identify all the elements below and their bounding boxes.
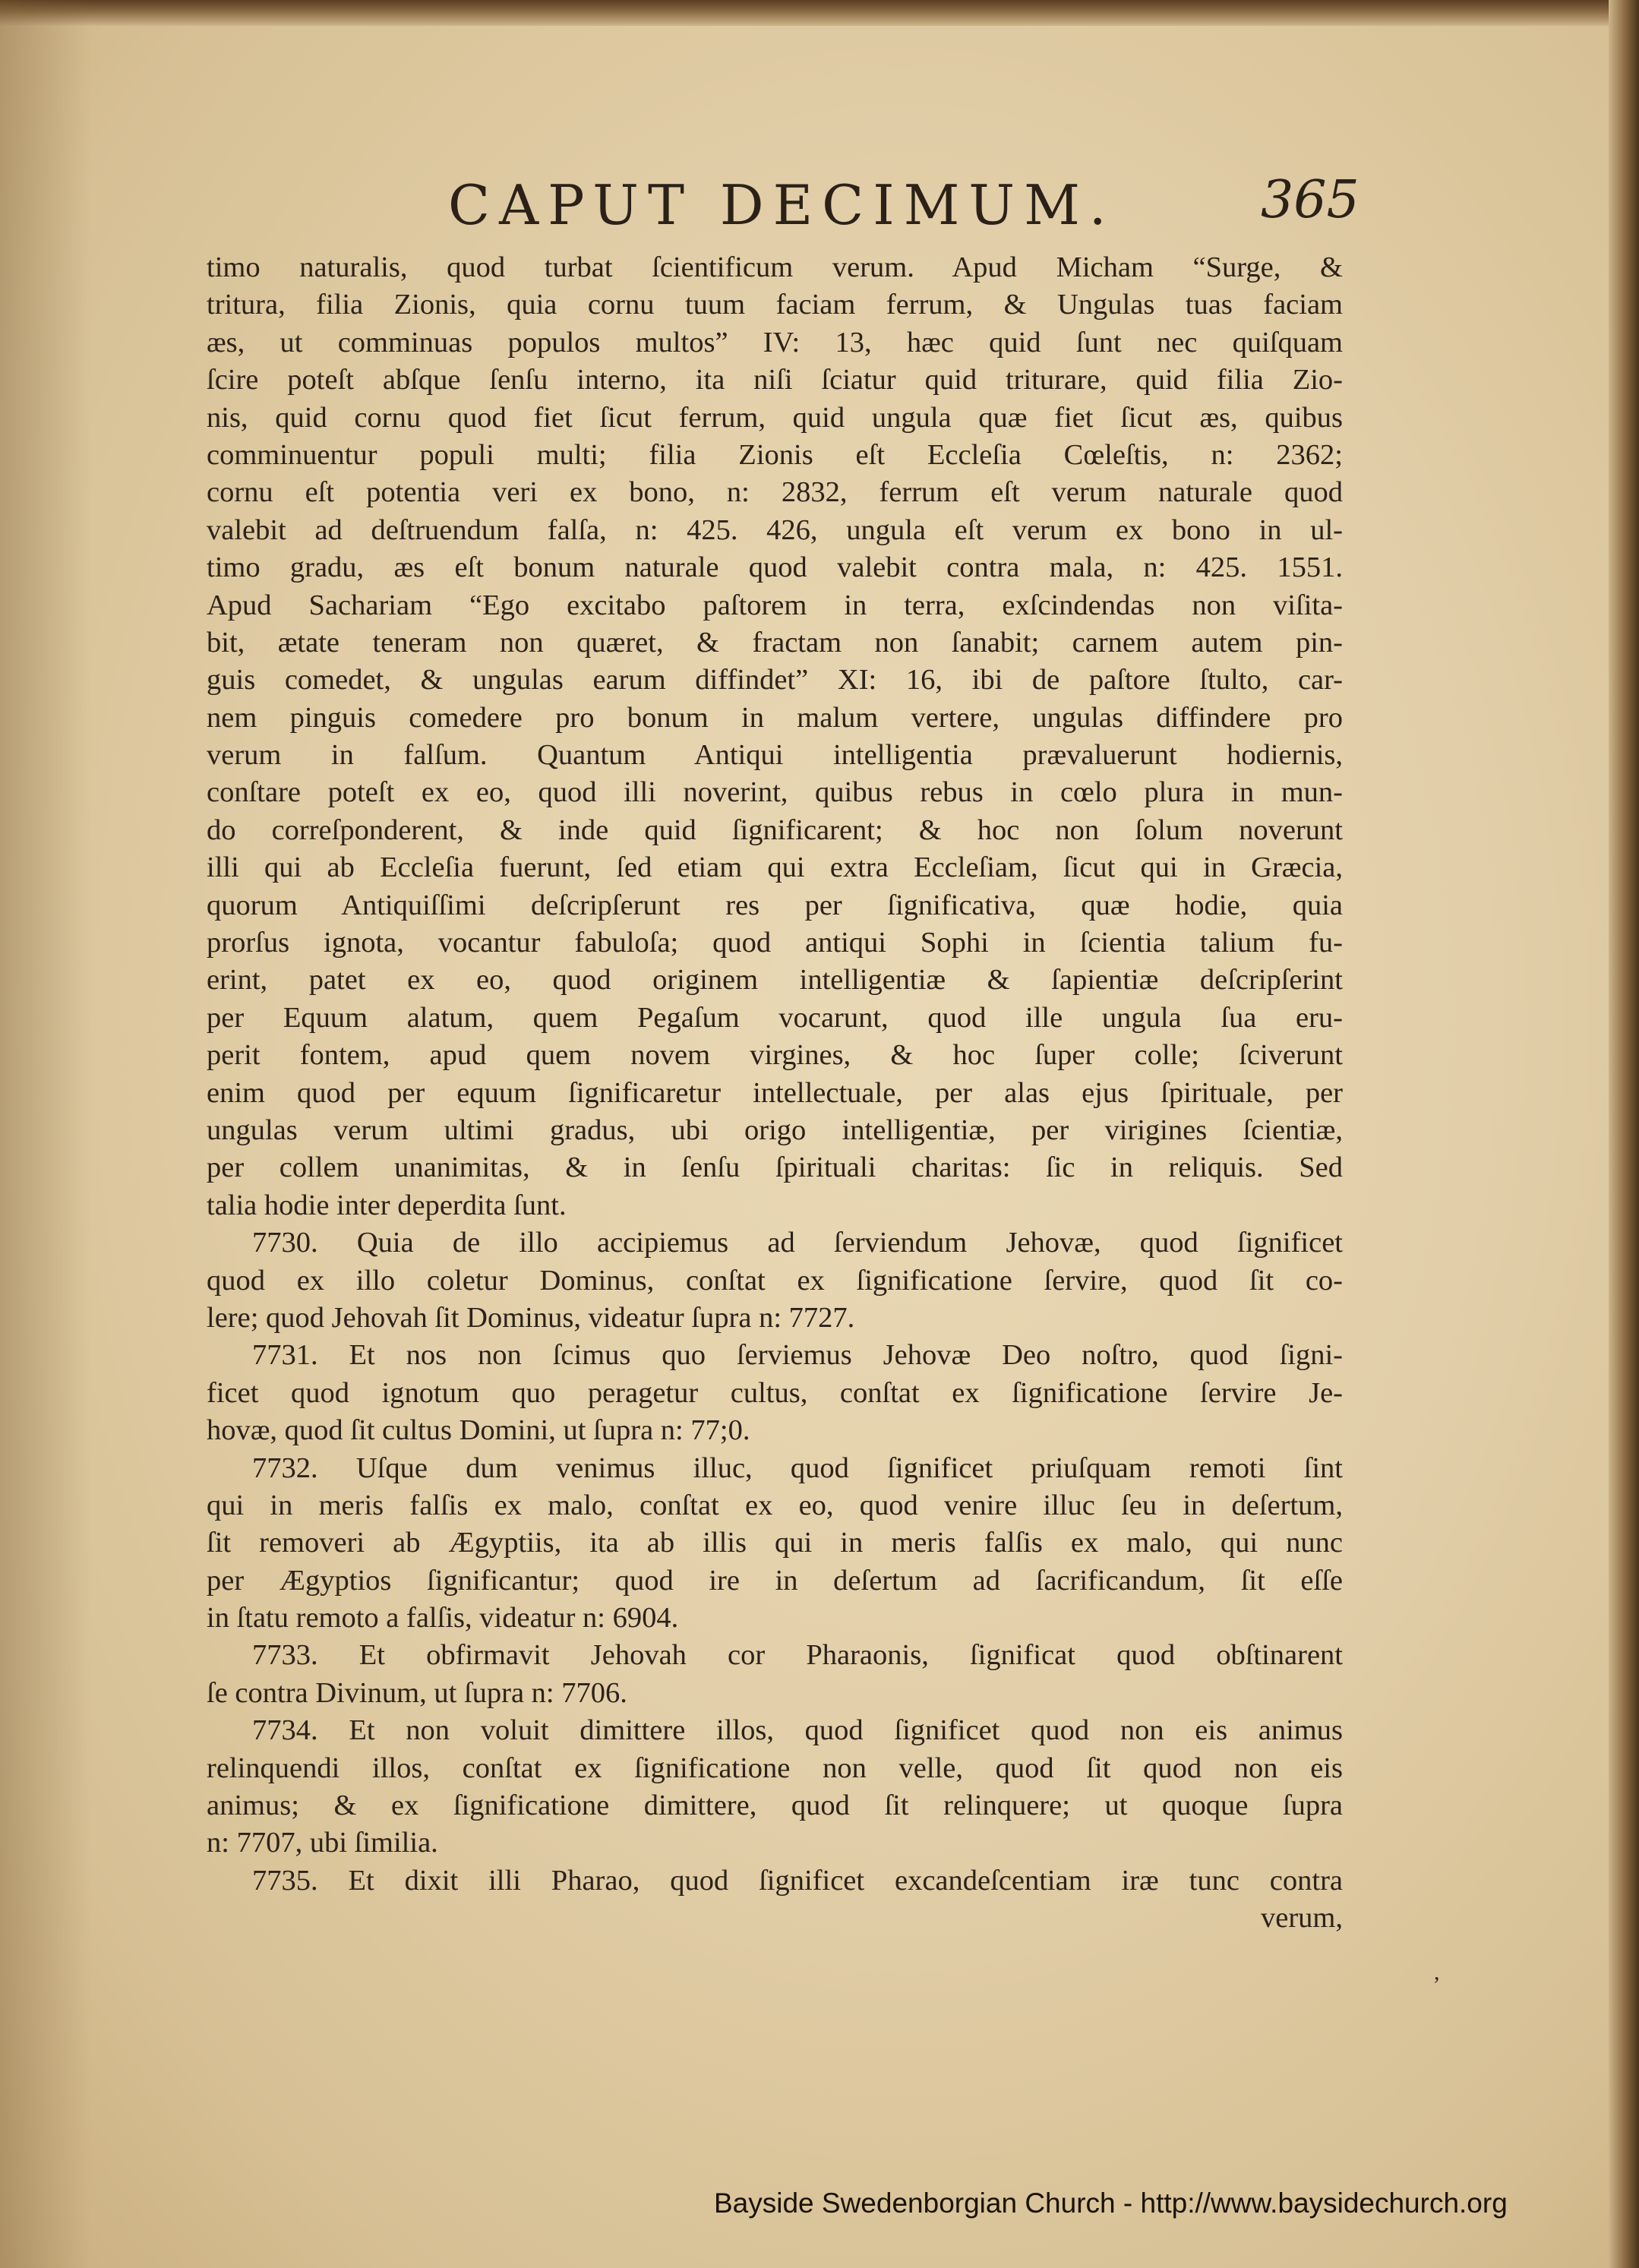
text-line: timo naturalis, quod turbat ſcientificum verum. Apud Micham “Surge, & [207, 251, 1343, 283]
text-line: valebit ad deſtruendum falſa, n: 425. 426, ungula eſt verum ex bono in ul- [207, 513, 1343, 546]
text-line: ſit removeri ab Ægyptiis, ita ab illis qui in meris falſis ex malo, qui nunc [207, 1527, 1343, 1559]
text-line: animus; & ex ſignificatione dimittere, quod ſit relinquere; ut quoque ſupra [207, 1789, 1343, 1822]
text-line: ſcire poteſt abſque ſenſu interno, ita niſi ſciatur quid triturare, quid filia Zio- [207, 364, 1343, 396]
page-number: 365 [1261, 170, 1360, 230]
text-line: tritura, filia Zionis, quia cornu tuum faciam ferrum, & Ungulas tuas faciam [207, 289, 1343, 321]
text-line: lere; quod Jehovah ſit Dominus, videatur ſupra n: 7727. [207, 1301, 855, 1334]
page-top-edge [0, 0, 1639, 26]
text-line: cornu eſt potentia veri ex bono, n: 2832, ferrum eſt verum naturale quod [207, 476, 1343, 509]
text-line: ficet quod ignotum quo peragetur cultus, conſtat ex ſignificatione ſervire Je- [207, 1376, 1343, 1409]
text-line: ſe contra Divinum, ut ſupra n: 7706. [207, 1676, 627, 1709]
text-line: comminuentur populi multi; filia Zionis eſt Eccleſia Cœleſtis, n: 2362; [207, 438, 1343, 471]
body-text [207, 249, 1343, 1938]
text-line: talia hodie inter deperdita ſunt. [207, 1189, 567, 1221]
paragraph-7731-line: 7731. Et nos non ſcimus quo ſerviemus Jehovæ Deo noſtro, quod ſigni- [252, 1339, 1343, 1372]
paragraph-7734-line: 7734. Et non voluit dimittere illos, quod ſignificet quod non eis animus [252, 1714, 1343, 1747]
paragraph-7730-line: 7730. Quia de illo accipiemus ad ſerviendum Jehovæ, quod ſignificet [252, 1227, 1343, 1259]
text-line: enim quod per equum ſignificaretur intellectuale, per alas ejus ſpirituale, per [207, 1076, 1343, 1109]
text-line: verum in falſum. Quantum Antiqui intelligentia prævaluerunt hodiernis, [207, 739, 1343, 772]
paragraph-7733-line: 7733. Et obfirmavit Jehovah cor Pharaonis, ſignificat quod obſtinarent [252, 1639, 1343, 1672]
text-line: nis, quid cornu quod fiet ſicut ferrum, quid ungula quæ fiet ſicut æs, quibus [207, 401, 1343, 434]
paragraph-7732-line: 7732. Uſque dum venimus illuc, quod ſignificet priuſquam remoti ſint [252, 1451, 1343, 1484]
text-line: per Ægyptios ſignificantur; quod ire in deſertum ad ſacrificandum, ſit eſſe [207, 1564, 1343, 1597]
text-line: in ſtatu remoto a falſis, videatur n: 6904. [207, 1602, 679, 1635]
catchword: verum, [1261, 1902, 1343, 1935]
text-line: nem pinguis comedere pro bonum in malum vertere, ungulas diffindere pro [207, 701, 1343, 734]
text-line: relinquendi illos, conſtat ex ſignificatione non velle, quod ſit quod non eis [207, 1752, 1343, 1784]
text-line: erint, patet ex eo, quod originem intelligentiæ & ſapientiæ deſcripſerint [207, 964, 1343, 997]
text-line: perit fontem, apud quem novem virgines, & hoc ſuper colle; ſciverunt [207, 1039, 1343, 1072]
text-line: timo gradu, æs eſt bonum naturale quod valebit contra mala, n: 425. 1551. [207, 551, 1343, 584]
page-right-edge [1609, 0, 1639, 2268]
text-line: Apud Sachariam “Ego excitabo paſtorem in terra, exſcindendas non viſita- [207, 589, 1343, 621]
page-gutter-shadow [0, 0, 91, 2268]
text-line: conſtare poteſt ex eo, quod illi noverint, quibus rebus in cœlo plura in mun- [207, 776, 1343, 809]
text-line: per collem unanimitas, & in ſenſu ſpirituali charitas: ſic in reliquis. Sed [207, 1151, 1343, 1184]
text-line: qui in meris falſis ex malo, conſtat ex eo, quod venire illuc ſeu in deſertum, [207, 1489, 1343, 1521]
watermark-footer[interactable]: Bayside Swedenborgian Church - http://www.baysidechurch.org [714, 2187, 1508, 2219]
text-line: n: 7707, ubi ſimilia. [207, 1827, 438, 1859]
text-line: quod ex illo coletur Dominus, conſtat ex ſignificatione ſervire, quod ſit co- [207, 1264, 1343, 1297]
text-line: æs, ut comminuas populos multos” IV: 13, hæc quid ſunt nec quiſquam [207, 326, 1343, 359]
text-line: guis comedet, & ungulas earum diffindet” XI: 16, ibi de paſtore ſtulto, car- [207, 664, 1343, 697]
text-line: per Equum alatum, quem Pegaſum vocarunt, quod ille ungula ſua eru- [207, 1001, 1343, 1034]
text-line: hovæ, quod ſit cultus Domini, ut ſupra n: 77;0. [207, 1414, 750, 1447]
running-head: CAPUT DECIMUM. [448, 173, 1116, 237]
text-line: illi qui ab Eccleſia fuerunt, ſed etiam qui extra Eccleſiam, ſicut qui in Græcia, [207, 851, 1343, 884]
page-header [448, 170, 1360, 242]
text-line: quorum Antiquiſſimi deſcripſerunt res per ſignificativa, quæ hodie, quia [207, 889, 1343, 921]
paragraph-7735-line: 7735. Et dixit illi Pharao, quod ſignificet excandeſcentiam iræ tunc contra [252, 1864, 1343, 1897]
text-line: prorſus ignota, vocantur fabuloſa; quod antiqui Sophi in ſcientia talium fu- [207, 927, 1343, 959]
text-line: bit, ætate teneram non quæret, & fractam non ſanabit; carnem autem pin- [207, 626, 1343, 659]
ink-mark: , [1434, 1960, 1440, 1985]
text-line: ungulas verum ultimi gradus, ubi origo intelligentiæ, per virigines ſcientiæ, [207, 1113, 1343, 1146]
text-line: do correſponderent, & inde quid ſignificarent; & hoc non ſolum noverunt [207, 813, 1343, 846]
